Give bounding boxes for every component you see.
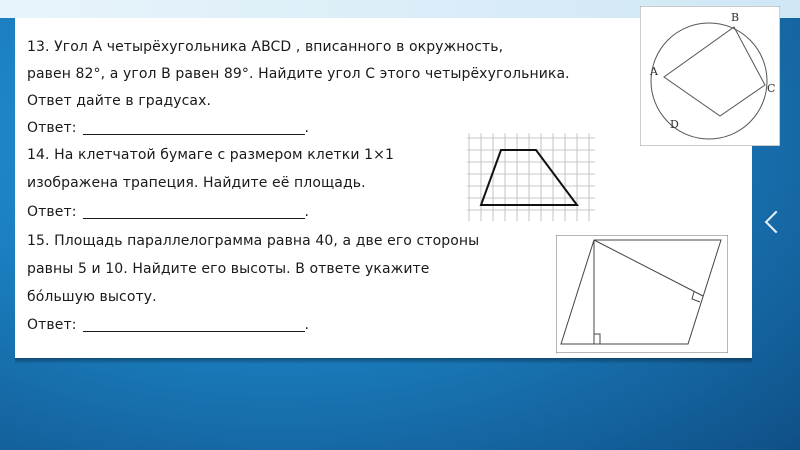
problem-15-line-2: равны 5 и 10. Найдите его высоты. В ответе укажите xyxy=(27,261,430,277)
figure-frame xyxy=(556,235,728,353)
answer-end: . xyxy=(304,204,310,220)
problem-13-line-1: 13. Угол А четырёхугольника ABCD , вписанного в окружность, xyxy=(27,39,504,55)
problem-14-answer xyxy=(27,199,309,225)
problem-14-line-1: 14. На клетчатой бумаге с размером клетки 1×1 xyxy=(27,147,394,163)
answer-blank[interactable] xyxy=(83,116,305,135)
grid-background xyxy=(467,133,595,221)
answer-end: . xyxy=(304,120,310,136)
problem-14-line-2: изображена трапеция. Найдите её площадь. xyxy=(27,175,366,191)
parallelogram-figure xyxy=(556,235,728,353)
next-slide-chevron-icon[interactable] xyxy=(765,211,788,234)
answer-label: Ответ: xyxy=(27,317,77,333)
problem-13-line-2: равен 82°, а угол В равен 89°. Найдите угол С этого четырёхугольника. xyxy=(27,66,570,82)
answer-blank[interactable] xyxy=(83,200,305,219)
vertex-label-d: D xyxy=(670,118,679,131)
figure-frame xyxy=(640,6,780,146)
answer-label: Ответ: xyxy=(27,204,77,220)
problem-15-line-3: бо́льшую высоту. xyxy=(27,289,157,305)
vertex-label-b: B xyxy=(731,11,740,24)
answer-end: . xyxy=(304,317,310,333)
card-shadow xyxy=(15,358,752,364)
problem-13-answer xyxy=(27,115,309,141)
problem-15-answer xyxy=(27,312,309,338)
vertex-label-a: A xyxy=(650,65,658,78)
problem-15-line-1: 15. Площадь параллелограмма равна 40, а две его стороны xyxy=(27,233,480,249)
answer-blank[interactable] xyxy=(83,313,305,332)
problem-13-line-3: Ответ дайте в градусах. xyxy=(27,93,212,109)
inscribed-quadrilateral-figure xyxy=(640,6,780,146)
answer-label: Ответ: xyxy=(27,120,77,136)
vertex-label-c: C xyxy=(767,82,776,95)
grid-trapezoid-figure xyxy=(467,133,595,221)
